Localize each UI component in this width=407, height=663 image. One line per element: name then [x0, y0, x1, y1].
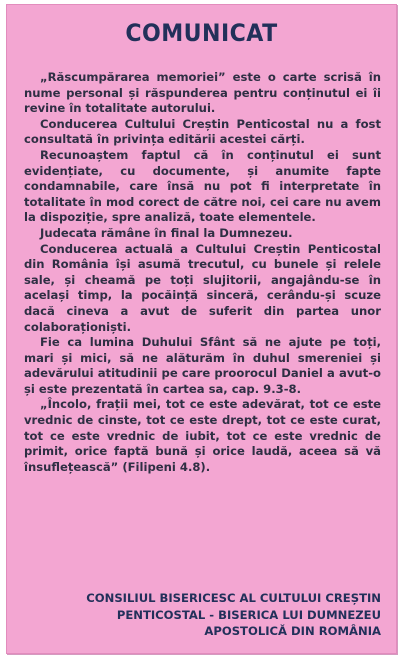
signature-line-1: CONSILIUL BISERICESC AL CULTULUI CREȘTIN [86, 591, 381, 605]
paragraph-leadership: Conducerea actuală a Cultului Creștin Penticostal din România își asumă trecutul, cu bunele și relele sale, și cheamă pe toți slujitorii, angajându-se în același timp, la pocăință sinceră, cerându-și scuze dacă cineva a avut de suferit din partea unor colaboraționiști. [24, 241, 381, 334]
flyer-page [6, 4, 397, 654]
paragraph-book-disclaimer: „Răscumpărarea memoriei” este o carte scrisă în nume personal și răspunderea pentru conținutul ei îi revine în totalitate autorului. [24, 70, 381, 116]
paragraph-not-consulted: Conducerea Cultului Creștin Penticostal nu a fost consultată în privința editării acestei cărți. [24, 116, 381, 147]
body-text [24, 70, 381, 475]
paragraph-judgement: Judecata rămâne în final la Dumnezeu. [40, 225, 293, 240]
paragraph-acknowledgement: Recunoaștem faptul că în conținutul ei sunt evidențiate, cu documente, și anumite fapte condamnabile, care însă nu pot fi interpretate în totalitate în mod corect de către noi, cei care nu avem la dispoziție, spre analiză, toate elementele. [24, 147, 381, 225]
document-title: COMUNICAT [125, 19, 278, 47]
paragraph-scripture-quote: „Încolo, frații mei, tot ce este adevărat, tot ce este vrednic de cinste, tot ce este drept, tot ce este curat, tot ce este vrednic de iubit, tot ce este vrednic de primit, orice faptă bună și orice laudă, aceea să vă însuflețească” (Filipeni 4.8). [24, 397, 381, 474]
signature-block [31, 590, 381, 640]
paragraph-prayer: Fie ca lumina Duhului Sfânt să ne ajute pe toți, mari și mici, să ne alăturăm în duhul smereniei și adevărului atitudinii pe care proorocul Daniel a avut-o și este prezentată în cartea sa, cap. 9.3-8. [24, 335, 381, 396]
signature-line-3: APOSTOLICĂ DIN ROMÂNIA [204, 624, 381, 638]
signature-line-2: PENTICOSTAL - BISERICA LUI DUMNEZEU [116, 607, 381, 622]
